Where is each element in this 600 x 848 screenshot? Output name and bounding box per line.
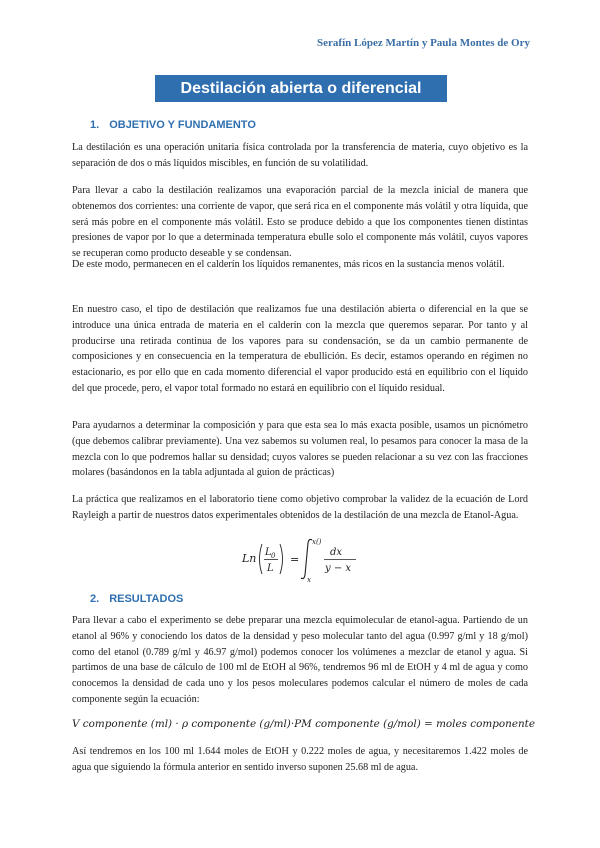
eq-lower-limit: x (307, 576, 311, 584)
paragraph: De este modo, permanecen en el calderín los líquidos remanentes, más ricos en la sustancia menos volátil. (72, 259, 505, 270)
paragraph: Para llevar a cabo la destilación realizamos una evaporación parcial de la mezcla inicial de manera que obtenemos dos corrientes: una corriente de vapor, que será rica en el componente más volátil y otra líquida, que será más pobre en el componente más volátil. Esto se produce debido a que los componentes tienen distintas presiones de vapor por lo que a determinada temperatura ebulle solo el componente más volátil, cuyos vapores se recuperan como producto deseable y se condensan. (72, 185, 528, 260)
document-title: Destilación abierta o diferencial (155, 75, 447, 102)
eq-equals: = (290, 553, 300, 566)
section-number: 1. (90, 119, 100, 131)
section-heading-objetivo (90, 119, 256, 131)
eq-integrand-num: dx (330, 547, 343, 558)
paragraph: La destilación es una operación unitaria física controlada por la transferencia de materia, cuyo objetivo es la separación de dos o más líquidos miscibles, en función de su volatilidad. (72, 142, 528, 169)
eq-integrand-den: y − x (325, 563, 352, 574)
paragraph: Para ayudarnos a determinar la composición y para que esta sea lo más exacta posible, usamos un picnómetro (que debemos calibrar previamente). Una vez sabemos su volumen real, lo pesamos para conocer la masa de la mezcla con lo que podremos hallar su densidad; cuyos valores se pueden relacionar a su vez con las fracciones molares (basándonos en la tabla adjuntada al guion de prácticas) (72, 420, 528, 479)
section-title: RESULTADOS (109, 593, 184, 605)
section-number: 2. (90, 593, 100, 605)
rayleigh-equation (240, 535, 370, 585)
eq-denominator: L (267, 563, 274, 574)
section-heading-resultados (90, 593, 183, 605)
eq-upper-limit: x() (312, 538, 322, 546)
section-title: OBJETIVO Y FUNDAMENTO (109, 119, 256, 131)
paragraph: En nuestro caso, el tipo de destilación que realizamos fue una destilación abierta o diferencial en la que se introduce una única entrada de materia en el calderín con la mezcla que queremos separar. Por tanto y al producirse una retirada continua de los vapores para su condensación, se da un cambio permanente de composiciones y en consecuencia en la temperatura de ebullición. Es decir, estamos operando en régimen no estacionario, es por ello que en cada momento diferencial el vapor producido está en equilibrio con el líquido del que procede, pero, el vapor total formado no estará en equilibrio con el líquido residual. (72, 304, 528, 394)
paragraph: La práctica que realizamos en el laboratorio tiene como objetivo comprobar la validez de la ecuación de Lord Rayleigh a partir de nuestros datos experimentales obtenidos de la destilación de una mezcla de Etanol-Agua. (72, 494, 528, 521)
eq-ln: Ln (242, 552, 257, 565)
moles-equation: V componente (ml) · ρ componente (g/ml)·PM componente (g/mol) = moles componente (72, 718, 535, 730)
header-authors: Serafín López Martín y Paula Montes de Ory (317, 37, 530, 49)
eq-numerator: L (265, 547, 272, 558)
paragraph: Así tendremos en los 100 ml 1.644 moles de EtOH y 0.222 moles de agua, y necesitaremos 1.422 moles de agua que siguiendo la fórmula anterior en sentido inverso suponen 25.68 ml de agua. (72, 746, 528, 773)
paragraph: Para llevar a cabo el experimento se debe preparar una mezcla equimolecular de etanol-agua. Partiendo de un etanol al 96% y conociendo los datos de la densidad y peso molecular tanto del agua (0.997 g/ml y 18 g/mol) como del etanol (0.789 g/ml y 46.97 g/mol) podemos conocer los volúmenes a mezclar de etanol y agua. Si partimos de una base de cálculo de 100 ml de EtOH al 96%, tendremos 96 ml de EtOH y 4 ml de agua y como conocemos la densidad de cada uno y los pesos moleculares podemos calcular el número de moles de cada componente según la ecuación: (72, 615, 528, 705)
eq-numerator-sub: 0 (271, 552, 276, 560)
